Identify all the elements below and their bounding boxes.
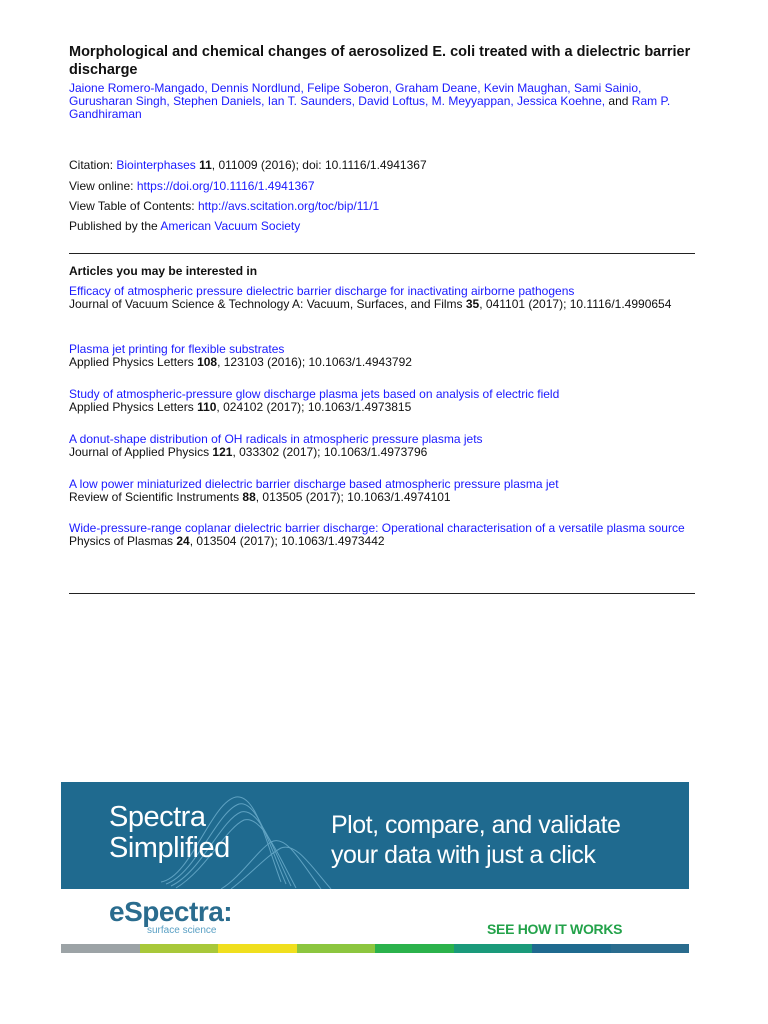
article-title: Morphological and chemical changes of aerosolized E. coli treated with a dielectric barrier discharge (69, 44, 691, 78)
publisher-label: Published by the (69, 219, 161, 233)
view-online-line (69, 179, 709, 193)
related-article (69, 478, 695, 504)
doi-link[interactable]: https://doi.org/10.1116/1.4941367 (136, 179, 315, 193)
ad-brand-line2: Simplified (109, 832, 230, 864)
citation-rest: , 011009 (2016); doi: 10.1116/1.4941367 (211, 158, 427, 172)
divider-top (69, 253, 695, 254)
related-article-link[interactable]: Plasma jet printing for flexible substrates (69, 342, 285, 356)
see-how-it-works-link[interactable]: SEE HOW IT WORKS (487, 921, 623, 937)
citation-label: Citation: (69, 158, 117, 172)
toc-link[interactable]: http://avs.scitation.org/toc/bip/11/1 (197, 199, 380, 213)
divider-bottom (69, 593, 695, 594)
related-article (69, 343, 695, 369)
ad-banner-bottom (61, 889, 689, 944)
related-article (69, 388, 695, 414)
ad-stripe-segment (375, 944, 454, 953)
related-articles-heading: Articles you may be interested in (69, 264, 258, 278)
related-article (69, 285, 695, 311)
publisher-line (69, 219, 709, 233)
toc-label: View Table of Contents: (69, 199, 198, 213)
ad-brand-name (109, 802, 230, 864)
citation-line (69, 158, 709, 172)
related-article-ref: Physics of Plasmas 24, 013504 (2017); 10.1063/1.4973442 (69, 534, 385, 548)
related-article-link[interactable]: Study of atmospheric-pressure glow discharge plasma jets based on analysis of electric field (69, 387, 560, 401)
related-article-link[interactable]: A low power miniaturized dielectric barrier discharge based atmospheric pressure plasma jet (69, 477, 559, 491)
related-article-ref: Journal of Vacuum Science & Technology A: Vacuum, Surfaces, and Films 35, 041101 (2017); 10.1116/1.4990654 (69, 297, 672, 311)
ad-stripe-segment (61, 944, 140, 953)
ad-stripe-segment (218, 944, 297, 953)
last-author-link[interactable]: Ram P. Gandhiraman (69, 94, 671, 121)
ad-tagline (331, 810, 681, 870)
toc-line (69, 199, 709, 213)
related-article-ref: Journal of Applied Physics 121, 033302 (2017); 10.1063/1.4973796 (69, 445, 428, 459)
related-article-ref: Applied Physics Letters 108, 123103 (2016); 10.1063/1.4943792 (69, 355, 412, 369)
ad-stripe-segment (297, 944, 376, 953)
related-article-ref: Applied Physics Letters 110, 024102 (2017); 10.1063/1.4973815 (69, 400, 412, 414)
ad-banner-top (61, 782, 689, 889)
ad-stripe-segment (454, 944, 533, 953)
related-article-link[interactable]: A donut-shape distribution of OH radicals in atmospheric pressure plasma jets (69, 432, 483, 446)
view-online-label: View online: (69, 179, 137, 193)
author-list (69, 82, 694, 121)
journal-link[interactable]: Biointerphases (116, 158, 196, 172)
ad-color-stripes (61, 944, 689, 953)
ad-brand-line1: Spectra (109, 801, 206, 833)
related-article (69, 433, 695, 459)
related-article-link[interactable]: Wide-pressure-range coplanar dielectric barrier discharge: Operational characterisation of a versatile plasma source (69, 521, 685, 535)
espectra-logo-subtitle: surface science (147, 925, 217, 936)
ad-tagline-line1: Plot, compare, and validate (331, 811, 621, 839)
publisher-link[interactable]: American Vacuum Society (160, 219, 301, 233)
citation-volume: 11 (199, 158, 212, 172)
related-article-ref: Review of Scientific Instruments 88, 013505 (2017); 10.1063/1.4974101 (69, 490, 451, 504)
authors-and: and (605, 94, 632, 108)
advertisement-banner[interactable] (61, 782, 689, 953)
authors-link[interactable]: Jaione Romero-Mangado, Dennis Nordlund, Felipe Soberon, Graham Deane, Kevin Maughan, Sami Sainio, Gurusharan Singh, Stephen Daniels, Ian T. Saunders, David Loftus, M. Meyyappan, Jessica Koehne, (69, 81, 642, 108)
related-article (69, 522, 695, 548)
ad-stripe-segment (140, 944, 219, 953)
espectra-logo: eSpectra: (109, 896, 233, 927)
related-article-link[interactable]: Efficacy of atmospheric pressure dielectric barrier discharge for inactivating airborne pathogens (69, 284, 575, 298)
ad-tagline-line2: your data with just a click (331, 841, 596, 869)
ad-stripe-segment (532, 944, 611, 953)
ad-stripe-segment (611, 944, 690, 953)
